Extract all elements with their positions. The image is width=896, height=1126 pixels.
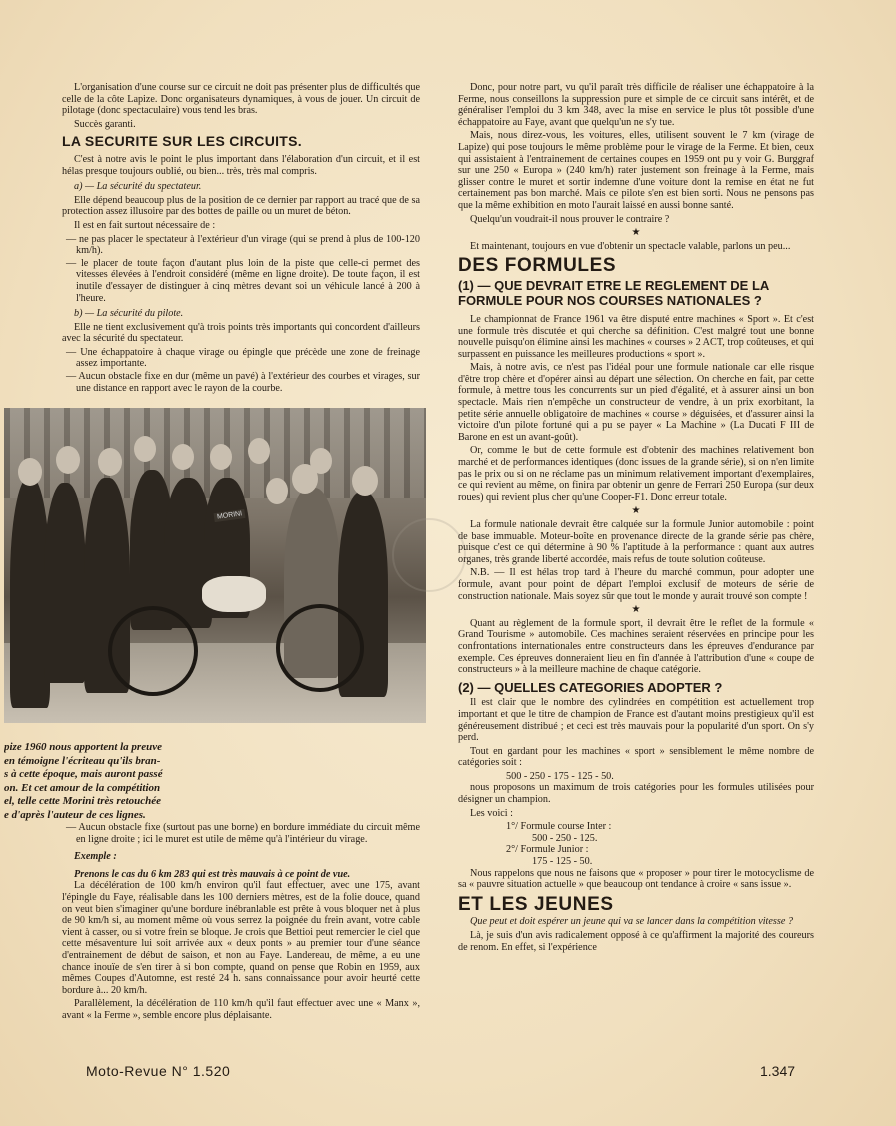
bullet-item: — Aucun obstacle fixe (surtout pas une borne) en bordure immédiate du circuit même en ligne droite ; ici le muret est utile de même qu'à l'intérieur du virage. [66, 822, 420, 845]
question-line: Quelqu'un voudrait-il nous prouver le contraire ? [470, 213, 670, 225]
spectateur-needs: Il est en fait surtout nécessaire de : [74, 219, 216, 231]
star-separator: ★ [631, 604, 641, 616]
caption-line: en témoigne l'écriteau qu'ils bran- [4, 754, 161, 767]
formule-inter-values: 500 - 250 - 125. [532, 832, 598, 844]
intro-closing: Succès garanti. [74, 118, 136, 130]
photo-sign: MORINI [214, 509, 246, 522]
cylindrees-paragraph: Il est clair que le nombre des cylindrées en compétition est actuellement trop important et que le titre de champion de France est d'autant moins prestigieux qu'il est généreusement distribué ; et ceci est très mauvais pour la popularité d'un sport. On s'y perd. [458, 697, 814, 744]
pilote-paragraph: Elle ne tient exclusivement qu'à trois points très importants qui concordent d'ailleurs avec la sécurité du spectateur. [62, 321, 420, 345]
left-column-bottom [62, 822, 420, 1024]
securite-paragraph: C'est à notre avis le point le plus important dans l'élaboration d'un circuit, et il est hélas presque toujours oublié, ou bien... très, très mal compris. [62, 153, 420, 177]
formule-junior-values: 175 - 125 - 50. [532, 856, 593, 868]
formule-inter: 1°/ Formule course Inter : [506, 821, 612, 833]
bullet-item: — Une échappatoire à chaque virage ou épingle que précède une zone de freinage assez importante. [66, 346, 420, 370]
stamp-watermark [392, 518, 466, 592]
right-column [458, 82, 814, 955]
reglement-paragraph: Quant au règlement de la formule sport, il devrait être le reflet de la formule « Grand Tourisme » automobile. Ces machines seraient réservées en principe pour les confrontations internationales entre constructeurs dans les épreuves d'endurance par exemple. Ces épreuves donneraient lieu en fin d'année à l'attribution d'une « coupe de constructeurs » à la meilleure machine de chaque catégorie. [458, 617, 814, 676]
spectateur-paragraph: Elle dépend beaucoup plus de la position de ce dernier par rapport au tracé que de sa protection assez illusoire par des bottes de paille ou un muret de béton. [62, 194, 420, 218]
parallel-paragraph: Parallèlement, la décélération de 110 km/h qu'il faut effectuer avec une « Manx », avant « la Ferme », semble encore plus déplaisante. [62, 998, 420, 1021]
championnat-paragraph: Le championnat de France 1961 va être disputé entre machines « Sport ». Et c'est une formule très discutée et qui cherche sa définition. C'est malgré tout une bonne nouvelle puisqu'on élimine ainsi les machines « courses » 2 ACT, trop coûteuses, et qui surpassent en puissance les meilleures productions « sport ». [458, 313, 814, 360]
heading-formules: DES FORMULES [458, 255, 617, 277]
caption-line: el, telle cette Morini très retouchée [4, 795, 162, 808]
proposons-paragraph: nous proposons un maximum de trois catégories pour les formules utilisées pour désigner un champion. [458, 782, 814, 806]
rappelons-paragraph: Nous rappelons que nous ne faisons que « proposer » pour tirer le motocyclisme de sa « pauvre situation actuelle » que beaucoup ont tendance à croire « sans issue ». [458, 867, 814, 891]
footer-issue: Moto-Revue N° 1.520 [86, 1063, 231, 1079]
intro-paragraph: L'organisation d'une course sur ce circuit ne doit pas présenter plus de difficultés que celle de la côte Lapize. Donc organisateurs dynamiques, à vous de jouer. Un circuit de pilotage (donc spectaculaire) vous tend les bras. [62, 82, 420, 117]
caption-line: e d'après l'auteur de ces lignes. [4, 808, 146, 821]
formule-junior: 2°/ Formule Junior : [506, 844, 589, 856]
junior-paragraph: La formule nationale devrait être calquée sur la formule Junior automobile : point de base immuable. Moteur-boîte en provenance directe de la grande série pas chère, puisque c'est ce qui détermine à 90 % l'aptitude à la performance : quant aux autres organes, très grande liberté accordée, mais refus de toute solution coûteuse. [458, 519, 814, 565]
exemple-heading: Exemple : [74, 851, 117, 863]
nb-paragraph: N.B. — Il est hélas trop tard à l'heure du marché commun, pour adopter une formule, avant pour point de départ l'emploi exclusif de moteurs de série de construction nationale. Mais soyez sûr que tout le monde y aurait trouvé son compte ! [458, 567, 814, 602]
deceleration-paragraph: La décélération de 100 km/h environ qu'il faut effectuer, avec une 175, avant l'épingle du Faye, réalisable dans les 100 derniers mètres, est de la folie douce, quand on veut bien s'imaginer qu'une bordure inébranlable est prête à vous bloquer net à plus de 90 km/h si, au moment même où vous serrez la poignée du frein avant, votre cable vient à casser, ou si votre frein se bloque. Je crois que Bettioi peut remercier le ciel que cette mésaventure lui soit arrivée aux « deux ponts » au premier tour d'une séance d'entrainement de début de saison, et non au Faye. Landereau, de même, a eu une chance inouïe de s'en tirer à si bon compte, quand on pense que Robin en 1959, aux mêmes Coupes d'Automne, est resté 24 h. sans connaissance pour avoir heurté cette bordure à... 20 km/h. [62, 880, 420, 996]
heading-securite: LA SECURITE SUR LES CIRCUITS. [62, 133, 302, 150]
star-separator: ★ [631, 505, 641, 517]
footer-page-number: 1.347 [760, 1063, 796, 1079]
lapize-paragraph: Mais, nous direz-vous, les voitures, elles, utilisent souvent le 7 km (virage de Lapize) qui pose toujours le même problème pour le virage de la Ferme. Et bien, ceux qui assistaient à l'entrainement de certaines coupes en 1959 ont pu y voir G. Burggraf sur une 250 « Europa » (240 km/h) rater justement son freinage à la Ferme, mais glisser contre le muret et sortir indemne d'une voiture dont la remise en état ne fut certainement pas bon marché. Mais ce pilote s'en est bien sorti. Nous ne pensons pas que la même exhibition en moto l'aurait laissé en aussi bonne santé. [458, 130, 814, 211]
left-column [62, 82, 420, 395]
categories-list: 500 - 250 - 175 - 125 - 50. [506, 770, 614, 782]
bullet-item: — le placer de toute façon d'autant plus loin de la piste que celle-ci permet des vitesses élevées à l'endroit considéré (même en ligne droite). De toute façon, il est inutile d'essayer de distinguer à cinq mètres devant soi un véhicule lancé à 200 à l'heure. [66, 257, 420, 304]
categories-paragraph: Tout en gardant pour les machines « sport » sensiblement le même nombre de catégories soit : [458, 745, 814, 769]
spectacle-line: Et maintenant, toujours en vue d'obtenir un spectacle valable, parlons un peu... [470, 240, 791, 252]
exemple-intro: Prenons le cas du 6 km 283 qui est très mauvais à ce point de vue. [74, 868, 351, 880]
caption-line: on. Et cet amour de la compétition [4, 781, 161, 794]
star-separator: ★ [631, 227, 641, 239]
subheading-pilote: b) — La sécurité du pilote. [74, 308, 184, 320]
subheading-spectateur: a) — La sécurité du spectateur. [74, 181, 202, 193]
heading-jeunes: ET LES JEUNES [458, 893, 614, 915]
photo-caption [4, 741, 230, 823]
ferme-paragraph: Donc, pour notre part, vu qu'il paraît très difficile de réaliser une échappatoire à la Ferme, nous conseillons la suppression pure et simple de ce circuit sans intérêt, et de généraliser l'emploi du 3 km 348, avec la mise en service le plus tôt possible d'une échappatoire au Faye, avant que quelqu'un ne s'y tue. [458, 82, 814, 128]
voici-line: Les voici : [470, 807, 514, 819]
jeunes-question: Que peut et doit espérer un jeune qui va se lancer dans la compétition vitesse ? [470, 916, 793, 928]
race-photo [4, 408, 426, 723]
caption-line: pize 1960 nous apportent la preuve [4, 741, 162, 753]
caption-line: s à cette époque, mais auront passé [4, 768, 163, 781]
formule-but-paragraph: Or, comme le but de cette formule est d'obtenir des machines relativement bon marché et de performances identiques (donc issues de la grande série), si on n'en limite pas le prix ou si on ne réclame pas un minimum relativement important d'exemplaires, ce qui revient au même, on finira par obtenir un genre de Ferrari 250 Europa (sur deux roues) qui revient plus cher qu'une Cooper-F1. Donc erreur totale. [458, 445, 814, 503]
formule-nationale-paragraph: Mais, à notre avis, ce n'est pas l'idéal pour une formule nationale car elle risque d'être trop chère et d'opérer ainsi au départ une sélection. On cherche en fait, par cette formule, à mettre tous les concurrents sur un pied d'égalité, et à assurer ainsi un bon spectacle. Mais rien n'empêche un constructeur de vendre, à un prix exorbitant, la petite série annuelle obligatoire de machines « course » déguisées, et d'assurer ainsi la victoire d'un pilote fortuné qui a pu se payer « La Machine » (La Ducati F III de Barone en est un avant-goût). [458, 362, 814, 443]
question-heading-2: (2) — QUELLES CATEGORIES ADOPTER ? [458, 679, 723, 695]
bullet-item: — Aucun obstacle fixe en dur (même un pavé) à l'extérieur des courbes et virages, sur une distance en rapport avec le rayon de la courbe. [66, 371, 420, 394]
bullet-item: — ne pas placer le spectateur à l'extérieur d'un virage (qui se prend à plus de 100-120 km/h). [66, 233, 420, 257]
question-heading-1: (1) — QUE DEVRAIT ETRE LE REGLEMENT DE LA FORMULE POUR NOS COURSES NATIONALES ? [458, 277, 769, 308]
jeunes-paragraph: Là, je suis d'un avis radicalement opposé à ce qu'affirment la majorité des coureurs de renom. En effet, si l'expérience [458, 930, 814, 953]
